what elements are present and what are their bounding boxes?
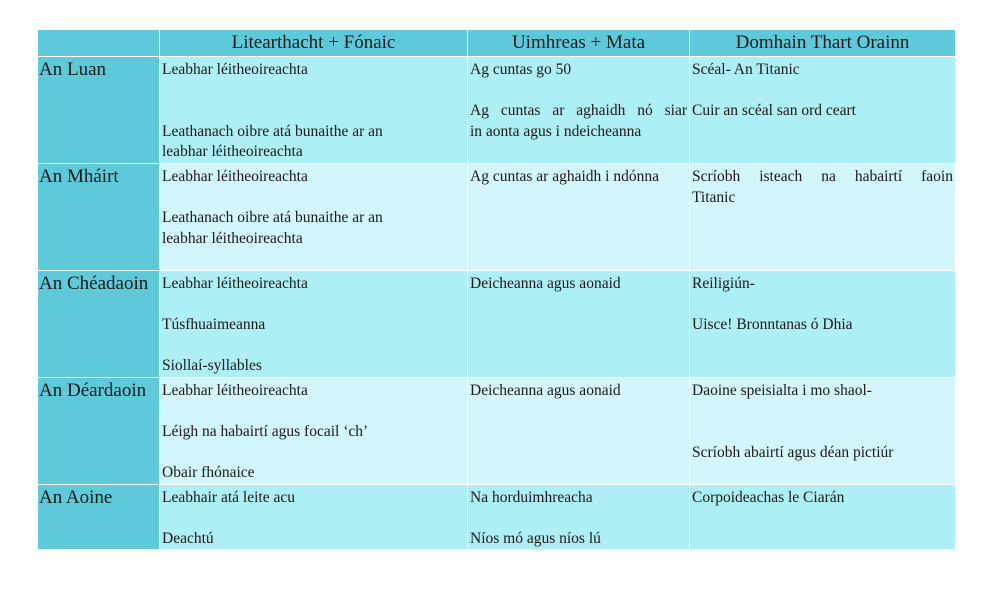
cell-line: Deicheanna agus aonaid	[470, 382, 621, 399]
cell-line: Daoine speisialta i mo shaol-	[692, 382, 872, 399]
cell-line	[692, 81, 953, 102]
cell-line: Leabhair atá leite acu	[162, 489, 295, 506]
cell-line: Ag cuntas ar aghaidh nó siar	[470, 102, 687, 119]
cell-world	[690, 485, 955, 549]
cell-world	[690, 164, 955, 270]
cell-line: Scríobh abairtí agus déan pictiúr	[692, 443, 894, 461]
day-label: An Mháirt	[38, 164, 159, 270]
cell-line: Leathanach oibre atá bunaithe ar an	[162, 122, 383, 140]
cell-line: Níos mó agus níos lú	[470, 530, 601, 547]
cell-numeracy	[468, 271, 689, 377]
cell-line	[162, 81, 465, 102]
cell-line: Corpoideachas le Ciarán	[692, 489, 845, 506]
cell-line	[162, 443, 465, 464]
cell-numeracy	[468, 485, 689, 549]
header-literacy: Litearthacht + Fónaic	[160, 30, 467, 56]
cell-line	[162, 509, 465, 530]
cell-line: Uisce! Bronntanas ó Dhia	[692, 316, 853, 333]
header-world-around-us: Domhain Thart Orainn	[690, 30, 955, 56]
cell-line: Na horduimhreacha	[470, 489, 593, 506]
cell-line	[470, 509, 687, 530]
cell-line: Scríobh isteach na habairtí faoin	[692, 168, 953, 185]
cell-line: Leabhar léitheoireachta	[162, 275, 308, 292]
weekly-plan-table	[38, 30, 952, 549]
cell-numeracy	[468, 164, 689, 270]
cell-line: Leabhar léitheoireachta	[162, 382, 308, 399]
cell-world	[690, 57, 955, 163]
cell-line: Cuir an scéal san ord ceart	[692, 102, 856, 119]
cell-line: Leathanach oibre atá bunaithe ar an	[162, 209, 383, 226]
header-numeracy: Uimhreas + Mata	[468, 30, 689, 56]
cell-literacy	[160, 378, 467, 484]
cell-line: Siollaí-syllables	[162, 357, 262, 374]
cell-line: leabhar léitheoireachta	[162, 229, 303, 247]
cell-line: Leabhar léitheoireachta	[162, 61, 308, 78]
day-label: An Luan	[38, 57, 159, 163]
cell-literacy	[160, 271, 467, 377]
cell-line	[162, 336, 465, 357]
cell-line: Túsfhuaimeanna	[162, 316, 266, 333]
cell-line	[692, 422, 953, 443]
cell-literacy	[160, 57, 467, 163]
cell-numeracy	[468, 378, 689, 484]
header-corner	[38, 30, 159, 56]
cell-line: Leabhar léitheoireachta	[162, 168, 308, 185]
cell-numeracy	[468, 57, 689, 163]
cell-literacy	[160, 485, 467, 549]
cell-line: Deicheanna agus aonaid	[470, 275, 621, 292]
cell-line: Obair fhónaice	[162, 464, 255, 481]
cell-world	[690, 378, 955, 484]
cell-world	[690, 271, 955, 377]
cell-line: Titanic	[692, 188, 736, 206]
cell-line: in aonta agus i ndeicheanna	[470, 122, 642, 140]
cell-line	[470, 81, 687, 102]
cell-line	[162, 402, 465, 423]
day-label: An Déardaoin	[38, 378, 159, 484]
cell-line: Deachtú	[162, 530, 214, 547]
cell-line: Scéal- An Titanic	[692, 61, 800, 78]
cell-line: Ag cuntas ar aghaidh i ndónna	[470, 168, 659, 185]
day-label: An Aoine	[38, 485, 159, 549]
cell-literacy	[160, 164, 467, 270]
cell-line	[162, 295, 465, 316]
cell-line	[162, 101, 465, 122]
cell-line: Ag cuntas go 50	[470, 61, 572, 78]
cell-line: leabhar léitheoireachta	[162, 143, 303, 160]
cell-line	[692, 402, 953, 423]
cell-line: Reiligiún-	[692, 275, 755, 292]
cell-line: Léigh na habairtí agus focail ‘ch’	[162, 423, 369, 440]
cell-line	[162, 188, 465, 209]
day-label: An Chéadaoin	[38, 271, 159, 377]
cell-line	[692, 295, 953, 316]
